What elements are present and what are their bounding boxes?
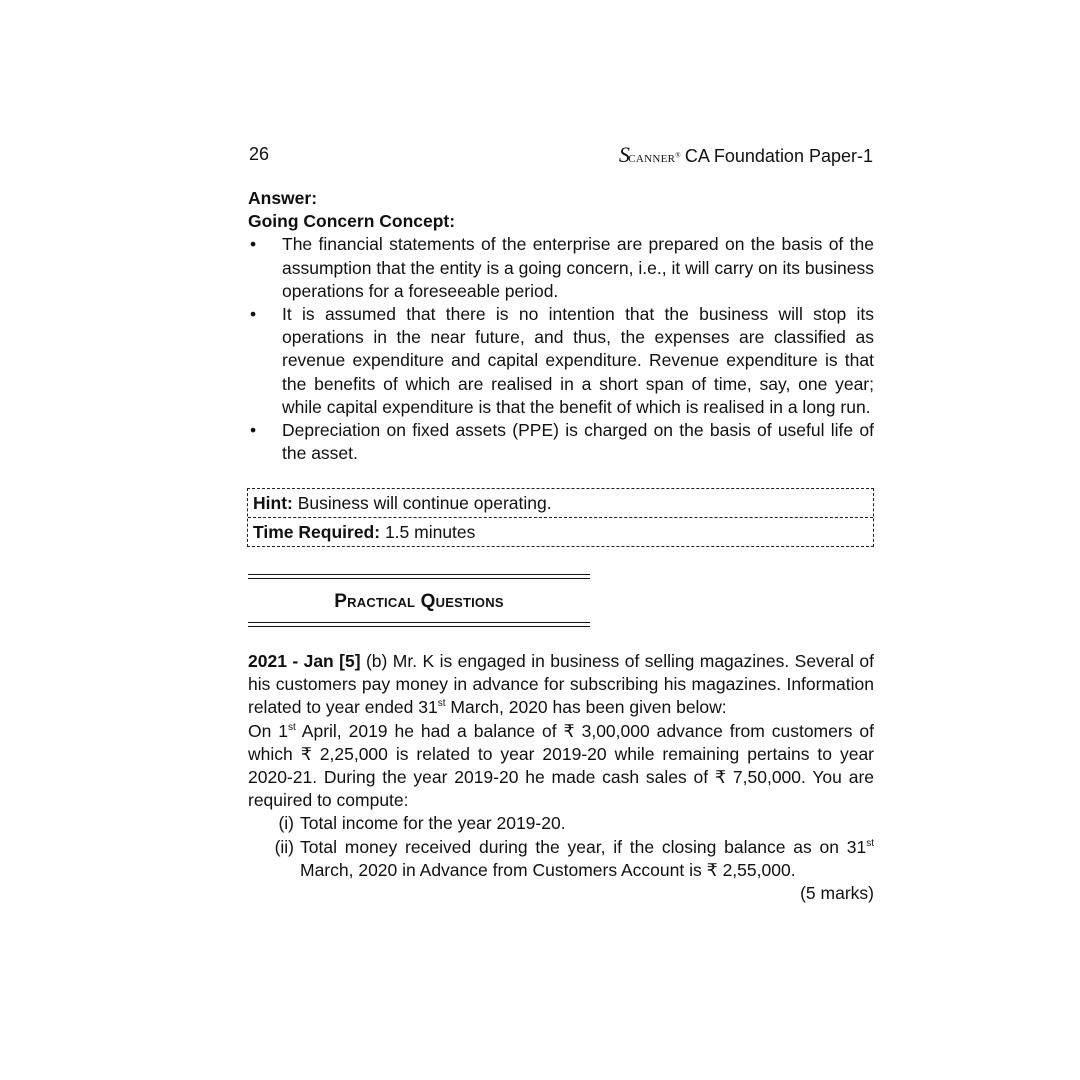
item-text: Total income for the year 2019-20. xyxy=(300,813,566,834)
list-item xyxy=(248,233,874,303)
running-head xyxy=(619,143,873,171)
hint-row xyxy=(248,489,873,517)
list-item xyxy=(248,419,874,465)
answer-label: Answer: xyxy=(248,188,318,208)
running-title: CA Foundation Paper-1 xyxy=(684,146,873,166)
question-text: (b) Mr. K is engaged in business of selling magazines. Several of his customers pay money in advance for subscribing his magazines. Information related to year ended 31 xyxy=(248,651,875,718)
superscript: st xyxy=(288,721,296,733)
item-number: (ii) xyxy=(274,836,294,857)
bullet-icon: • xyxy=(250,304,257,325)
answer-bullets xyxy=(248,233,874,465)
double-rule-top xyxy=(248,574,590,575)
bullet-text: It is assumed that there is no intention that the business will stop its operations in the near future, and thus, the expenses are classified as revenue expenditure and capital expenditure. Revenue expenditure is that the benefits of which are realised in a short span of time, say, one year; while capital expenditure is that the benefit of which is realised in a long run. xyxy=(282,304,874,417)
question-items xyxy=(248,812,874,882)
concept-title: Going Concern Concept: xyxy=(248,211,456,232)
item-text: Total money received during the year, if the closing balance as on 31 xyxy=(300,836,867,857)
hint-text: Business will continue operating. xyxy=(292,493,552,513)
hint-box xyxy=(247,488,874,547)
question-block xyxy=(248,650,874,905)
question-text: March, 2020 has been given below: xyxy=(445,697,727,718)
bullet-text: Depreciation on fixed assets (PPE) is charged on the basis of useful life of the asset. xyxy=(282,420,874,464)
bullet-text: The financial statements of the enterprise are prepared on the basis of the assumption that the entity is a going concern, i.e., it will carry on its business operations for a foreseeable period. xyxy=(282,234,874,301)
superscript: st xyxy=(437,698,446,710)
list-item xyxy=(248,812,874,835)
question-intro xyxy=(248,650,874,720)
time-text: 1.5 minutes xyxy=(380,522,476,543)
answer-section xyxy=(248,187,874,465)
double-rule-bottom xyxy=(248,622,590,623)
brand-text: CANNER xyxy=(628,153,676,165)
question-tag: 2021 - Jan [5] xyxy=(248,651,361,671)
question-text: On 1 xyxy=(248,720,289,741)
bullet-icon: • xyxy=(250,234,257,255)
bullet-icon: • xyxy=(250,420,257,441)
time-required-row xyxy=(248,517,873,546)
item-number: (i) xyxy=(278,813,294,834)
question-text: April, 2019 he had a balance of ₹ 3,00,000 advance from customers of which ₹ 2,25,000 is related to year 2019-20 while remaining pertains to year 2020-21. During the year 2019-20 he made cash sales of ₹ 7,50,000. You are required to compute: xyxy=(248,720,874,811)
list-item xyxy=(248,836,874,882)
marks: (5 marks) xyxy=(800,883,874,904)
list-item xyxy=(248,303,874,419)
section-heading xyxy=(248,574,590,627)
page-number: 26 xyxy=(249,144,270,164)
item-text: March, 2020 in Advance from Customers Account is ₹ 2,55,000. xyxy=(300,859,796,880)
section-title: Practical Questions xyxy=(334,591,504,612)
time-label: Time Required: xyxy=(253,522,381,543)
superscript: st xyxy=(866,837,874,849)
scanner-logo: SCANNER® xyxy=(618,142,681,167)
hint-label: Hint: xyxy=(253,493,293,513)
brand-mark: ® xyxy=(675,151,681,160)
double-rule-bottom xyxy=(248,626,590,627)
question-details xyxy=(248,720,874,813)
